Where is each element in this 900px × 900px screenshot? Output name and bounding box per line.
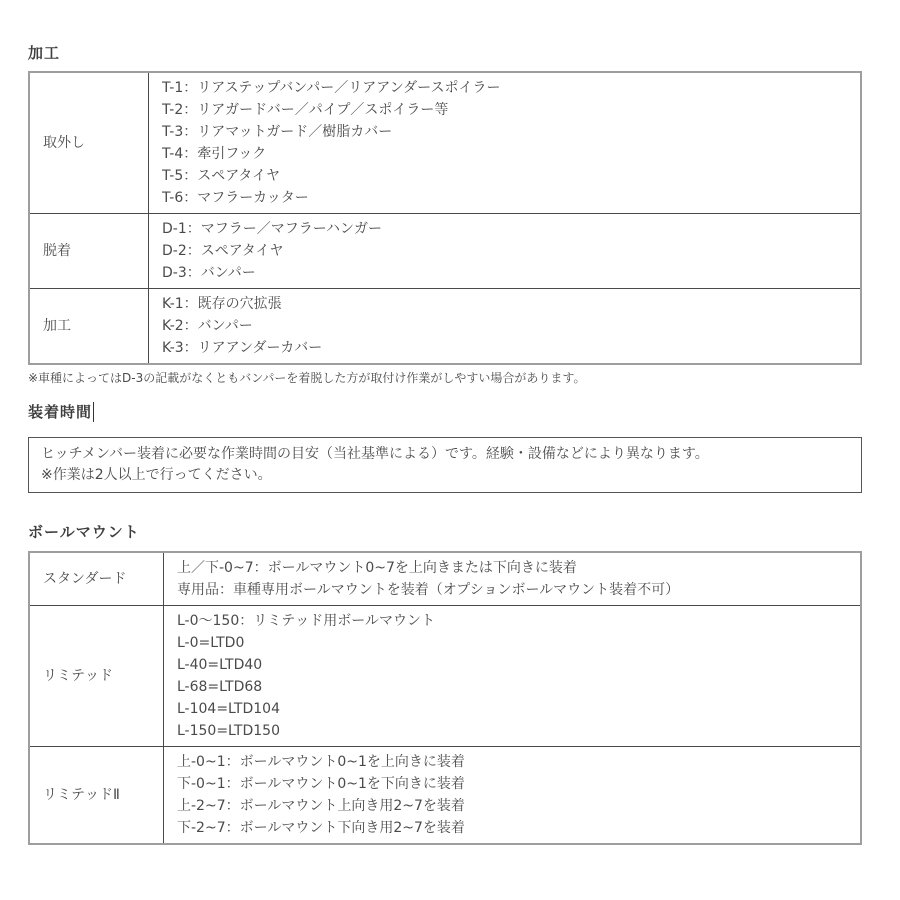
ball-mount-heading: ボールマウント: [28, 523, 140, 541]
row-line: T-3：リアマットガード／樹脂カバー: [162, 124, 393, 140]
row-lines: [164, 606, 860, 746]
table-row: [30, 288, 860, 363]
row-line: L-0～150：リミテッド用ボールマウント: [177, 613, 435, 629]
ball-mount-table: [28, 551, 862, 845]
row-lines: [149, 73, 860, 213]
table-row: [30, 553, 860, 605]
row-line: T-2：リアガードバー／パイプ／スポイラー等: [162, 102, 449, 118]
processing-note: ※車種によってはD-3の記載がなくともバンパーを着脱した方が取付け作業がしやすい場合があります。: [28, 371, 586, 385]
row-line: L-40=LTD40: [177, 657, 263, 673]
row-line: T-5：スペアタイヤ: [162, 168, 280, 184]
row-lines: [149, 289, 860, 363]
table-row: [30, 605, 860, 746]
row-line: 下-0~1：ボールマウント0~1を下向きに装着: [177, 776, 465, 792]
row-line: 専用品：車種専用ボールマウントを装着（オプションボールマウント装着不可）: [177, 582, 680, 598]
row-label: リミテッド: [30, 606, 164, 746]
row-line: K-2：バンパー: [162, 318, 253, 334]
installation-time-heading-row: [28, 402, 862, 422]
row-line: L-150=LTD150: [177, 723, 280, 739]
row-line: K-1：既存の穴拡張: [162, 296, 282, 312]
row-label: 脱着: [30, 214, 149, 288]
row-line: D-3：バンパー: [162, 265, 256, 281]
row-line: L-68=LTD68: [177, 679, 263, 695]
row-label: 加工: [30, 289, 149, 363]
row-line: 下-2~7：ボールマウント下向き用2~7を装着: [177, 820, 465, 836]
row-label: 取外し: [30, 73, 149, 213]
row-line: 上-2~7：ボールマウント上向き用2~7を装着: [177, 798, 465, 814]
row-line: T-6：マフラーカッター: [162, 190, 309, 206]
row-lines: [149, 214, 860, 288]
row-line: L-104=LTD104: [177, 701, 280, 717]
row-label: スタンダード: [30, 553, 164, 605]
processing-table: [28, 71, 862, 365]
row-line: T-4：牽引フック: [162, 146, 267, 162]
infobox-line: ヒッチメンバー装着に必要な作業時間の目安（当社基準による）です。経験・設備などにより異なります。: [41, 446, 709, 462]
row-line: K-3：リアアンダーカバー: [162, 340, 323, 356]
row-line: D-2：スペアタイヤ: [162, 243, 284, 259]
row-line: L-0=LTD0: [177, 635, 245, 651]
table-row: [30, 73, 860, 213]
row-line: D-1：マフラー／マフラーハンガー: [162, 221, 383, 237]
processing-heading: 加工: [28, 44, 61, 62]
installation-time-infobox: [28, 437, 862, 493]
row-line: 上／下-0~7：ボールマウント0~7を上向きまたは下向きに装着: [177, 560, 577, 576]
infobox-line: ※作業は2人以上で行ってください。: [41, 467, 272, 483]
text-cursor: [93, 402, 94, 422]
installation-time-heading: 装着時間: [28, 403, 93, 421]
table-row: [30, 746, 860, 843]
table-row: [30, 213, 860, 288]
row-line: 上-0~1：ボールマウント0~1を上向きに装着: [177, 754, 465, 770]
row-lines: [164, 747, 860, 843]
row-line: T-1：リアステップバンパー／リアアンダースポイラー: [162, 80, 501, 96]
row-lines: [164, 553, 860, 605]
row-label: リミテッドⅡ: [30, 747, 164, 843]
